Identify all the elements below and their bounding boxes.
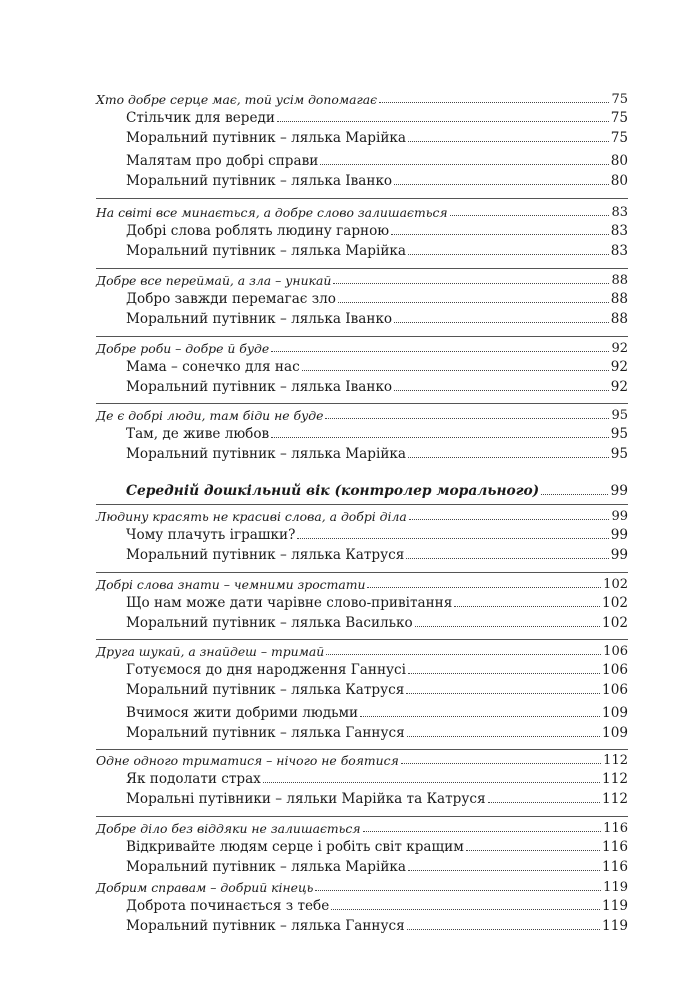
toc-page-number: 95 [611,408,628,423]
toc-page-number: 112 [602,791,628,807]
toc-page-number: 95 [610,446,628,462]
toc-subentry[interactable] [126,243,628,259]
toc-page-number: 99 [610,483,628,499]
dot-leader [379,101,609,103]
divider [96,749,628,750]
dot-leader [407,735,600,737]
toc-subentry[interactable] [126,311,628,327]
dot-leader [466,849,600,851]
toc-page-number: 102 [603,577,628,592]
toc-page-number: 83 [611,205,628,220]
divider [96,504,628,505]
dot-leader [415,625,600,627]
toc-entry-title: Добрі слова знати – чемними зростати [96,577,366,592]
toc-subentry[interactable] [126,223,628,239]
toc-page-number: 119 [602,898,628,914]
toc-page-number: 112 [603,753,628,768]
toc-topic-entry[interactable] [96,880,628,895]
dot-leader [325,417,609,419]
toc-page-number: 119 [602,918,628,934]
dot-leader [320,163,608,165]
dot-leader [263,781,600,783]
toc-subentry[interactable] [126,426,628,442]
toc-topic-entry[interactable] [96,509,628,524]
toc-subentry[interactable] [126,705,628,721]
toc-subentry[interactable] [126,791,628,807]
divider [96,816,628,817]
dot-leader [408,869,600,871]
toc-subentry[interactable] [126,771,628,787]
toc-entry-title: Моральний путівник – лялька Василько [126,615,413,631]
dot-leader [541,493,608,495]
toc-page-number: 112 [602,771,628,787]
toc-entry-title: Моральні путівники – ляльки Марійка та Катруся [126,791,486,807]
dot-leader [409,518,610,520]
toc-page-number: 106 [602,682,628,698]
dot-leader [338,301,609,303]
dot-leader [450,214,610,216]
dot-leader [407,928,600,930]
toc-entry-title: Моральний путівник – лялька Марійка [126,243,406,259]
toc-entry-title: Що нам може дати чарівне слово-привітання [126,595,453,611]
toc-subentry[interactable] [126,725,628,741]
toc-entry-title: Готуємося до дня народження Ганнусі [126,662,406,678]
dot-leader [391,233,609,235]
dot-leader [408,456,609,458]
toc-subentry[interactable] [126,898,628,914]
toc-subentry[interactable] [126,662,628,678]
toc-page-number: 88 [610,311,628,327]
toc-page-number: 106 [603,644,628,659]
dot-leader [406,557,608,559]
toc-entry-title: Добре діло без віддяки не залишається [96,821,361,836]
dot-leader [454,605,600,607]
toc-page-number: 80 [610,173,628,189]
dot-leader [302,369,609,371]
dot-leader [394,389,609,391]
toc-entry-title: Добрим справам – добрий кінець [96,880,314,895]
toc-subentry[interactable] [126,130,628,146]
toc-entry-title: Де є добрі люди, там біди не буде [96,408,324,423]
toc-topic-entry[interactable] [96,408,628,423]
dot-leader [297,537,608,539]
toc-topic-entry[interactable] [96,341,628,356]
dot-leader [363,830,602,832]
toc-subentry[interactable] [126,595,628,611]
toc-topic-entry[interactable] [96,92,628,107]
dot-leader [408,253,609,255]
toc-entry-title: Моральний путівник – лялька Іванко [126,379,393,395]
toc-page-number: 102 [602,615,628,631]
toc-section-title: Середній дошкільний вік (контролер морального) [126,483,540,499]
toc-subentry[interactable] [126,918,628,934]
toc-subentry[interactable] [126,615,628,631]
toc-page-number: 75 [610,110,628,126]
toc-page-number: 75 [610,130,628,146]
toc-subentry[interactable] [126,547,628,563]
toc-page-number: 116 [602,839,628,855]
toc-entry-title: Добре роби – добре й буде [96,341,270,356]
toc-page-number: 116 [603,821,628,836]
toc-page-number: 95 [610,426,628,442]
toc-page-number: 109 [602,705,628,721]
dot-leader [488,801,601,803]
dot-leader [367,586,601,588]
toc-topic-entry[interactable] [96,753,628,768]
toc-subentry[interactable] [126,110,628,126]
toc-entry-title: Моральний путівник – лялька Марійка [126,130,406,146]
toc-entry-title: Хто добре серце має, той усім допомагає [96,92,378,107]
toc-entry-title: Добрі слова роблять людину гарною [126,223,390,239]
divider [96,572,628,573]
toc-entry-title: Моральний путівник – лялька Катруся [126,547,405,563]
toc-page-number: 99 [610,527,628,543]
toc-entry-title: Мама – сонечко для нас [126,359,300,375]
toc-entry-title: Стільчик для вереди [126,110,275,126]
toc-page-number: 99 [611,509,628,524]
toc-entry-title: Друга шукай, а знайдеш – тримай [96,644,325,659]
toc-subentry[interactable] [126,153,628,169]
dot-leader [401,762,601,764]
toc-page-number: 119 [603,880,628,895]
toc-page-number: 83 [610,223,628,239]
toc-entry-title: Моральний путівник – лялька Марійка [126,859,406,875]
toc-page-number: 106 [602,662,628,678]
toc-subentry[interactable] [126,359,628,375]
toc-subentry[interactable] [126,291,628,307]
toc-entry-title: Моральний путівник – лялька Ганнуся [126,725,405,741]
dot-leader [360,715,600,717]
toc-entry-title: Моральний путівник – лялька Іванко [126,173,393,189]
dot-leader [408,672,600,674]
toc-page-number: 92 [610,379,628,395]
dot-leader [271,436,608,438]
dot-leader [331,908,600,910]
toc-page-number: 109 [602,725,628,741]
toc-entry-title: Одне одного триматися – нічого не боятися [96,753,399,768]
toc-entry-title: Добре все переймай, а зла – уникай [96,273,332,288]
dot-leader [271,350,609,352]
toc-entry-title: Моральний путівник – лялька Катруся [126,682,405,698]
toc-page-number: 83 [610,243,628,259]
divider [96,639,628,640]
toc-entry-title: Малятам про добрі справи [126,153,319,169]
toc-page-number: 80 [610,153,628,169]
divider [96,403,628,404]
toc-subentry[interactable] [126,527,628,543]
toc-subentry[interactable] [126,859,628,875]
divider [96,268,628,269]
toc-entry-title: Моральний путівник – лялька Ганнуся [126,918,405,934]
toc-topic-entry[interactable] [96,273,628,288]
toc-page-number: 88 [610,291,628,307]
toc-subentry[interactable] [126,839,628,855]
dot-leader [394,183,609,185]
dot-leader [315,889,601,891]
toc-entry-title: Чому плачуть іграшки? [126,527,296,543]
toc-entry-title: Як подолати страх [126,771,261,787]
toc-entry-title: Добро завжди перемагає зло [126,291,336,307]
toc-entry-title: Доброта починається з тебе [126,898,330,914]
toc-page-number: 99 [610,547,628,563]
toc-topic-entry[interactable] [96,821,628,836]
toc-subentry[interactable] [126,682,628,698]
dot-leader [408,140,609,142]
toc-entry-title: Моральний путівник – лялька Іванко [126,311,393,327]
toc-page-number: 75 [611,92,628,107]
toc-section-heading[interactable] [126,483,628,499]
toc-topic-entry[interactable] [96,205,628,220]
toc-page-number: 88 [611,273,628,288]
toc-page-number: 116 [602,859,628,875]
toc-page-number: 92 [610,359,628,375]
toc-subentry[interactable] [126,173,628,189]
toc-page-number: 102 [602,595,628,611]
toc-entry-title: Вчимося жити добрими людьми [126,705,359,721]
dot-leader [406,692,600,694]
toc-entry-title: Відкривайте людям серце і робіть світ кращим [126,839,464,855]
toc-entry-title: Там, де живе любов [126,426,270,442]
toc-subentry[interactable] [126,446,628,462]
divider [96,198,628,199]
toc-entry-title: Моральний путівник – лялька Марійка [126,446,406,462]
toc-page-number: 92 [611,341,628,356]
toc-entry-title: Людину красять не красиві слова, а добрі діла [96,509,407,524]
dot-leader [394,321,609,323]
toc-topic-entry[interactable] [96,644,628,659]
dot-leader [333,282,609,284]
toc-subentry[interactable] [126,379,628,395]
divider [96,336,628,337]
dot-leader [326,653,601,655]
toc-entry-title: На світі все минається, а добре слово залишається [96,205,448,220]
toc-topic-entry[interactable] [96,577,628,592]
dot-leader [277,120,609,122]
